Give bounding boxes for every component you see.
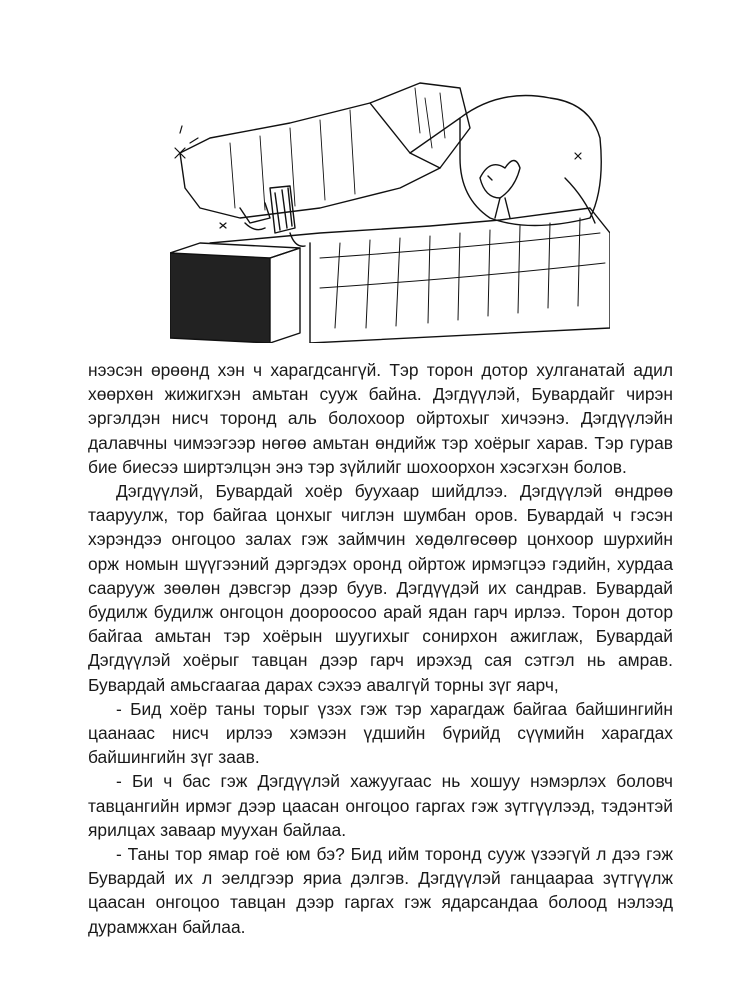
paragraph-1: нээсэн өрөөнд хэн ч харагдсангүй. Тэр торон дотор хулганатай адил хөөрхөн жижигхэн амьтан сууж байна. Дэгдүүлэй, Бувардайг чирэн эргэлдэн нисч торонд аль болохоор ойртохыг хичээнэ. Дэгдүүлэйн далавчны чимээгээр нөгөө амьтан өндийж тэр хоёрыг харав. Тэр гурав бие биесээ ширтэлцэн энэ тэр зүйлийг шохоорхон хэсэгхэн болов.	[88, 360, 673, 477]
bedroom-illustration	[170, 58, 610, 343]
paragraph-3: - Бид хоёр таны торыг үзэх гэж тэр харагдаж байгаа байшингийн цаанаас нисч ирлээ хэмээн үдшийн бүрийд сүүмийн харагдах байшингийн зүг заав.	[88, 698, 673, 768]
story-text	[88, 358, 673, 939]
paragraph-5: - Таны тор ямар гоё юм бэ? Бид ийм торонд сууж үзээгүй л дээ гэж Бувардай их л эелдгээр яриа дэлгэв. Дэгдүүлэй ганцаараа зүтгүүлж цаасан онгоцоо тавцан дээр гаргах гэж ядарсандаа болоод нэлээд дурамжхан байлаа.	[88, 844, 673, 937]
paragraph-2: Дэгдүүлэй, Бувардай хоёр буухаар шийдлээ. Дэгдүүлэй өндрөө тааруулж, тор байгаа цонхыг чиглэн шумбан оров. Бувардай ч гэсэн хэрэндээ онгоцоо залах гэж займчин хөдөлгөсөөр цонхоор шурхийн орж номын шүүгээний дэргэдэх оронд ойртож ирмэгцээ гэдийн, хурдаа саарууж зөөлөн дэвсгэр дээр буув. Дэгдүүдэй их сандрав. Бувардай будилж будилж онгоцон доороосоо арай ядан гарч ирлээ. Торон дотор байгаа амьтан тэр хоёрын шуугихыг сонирхон ажиглаж, Бувардай Дэгдүүлэй хоёрыг тавцан дээр гарч ирэхэд сая сэтгэл нь амрав. Бувардай амьсгаагаа дарах сэхээ авалгүй торны зүг яарч,	[88, 481, 673, 695]
paragraph-4: - Би ч бас гэж Дэгдүүлэй хажуугаас нь хошуу нэмэрлэх боловч тавцангийн ирмэг дээр цаасан онгоцоо гаргах гэж зүтгүүлээд, тэдэнтэй ярилцах заваар муухан байлаа.	[88, 771, 673, 840]
bedroom-illustration-drawing	[170, 58, 610, 343]
